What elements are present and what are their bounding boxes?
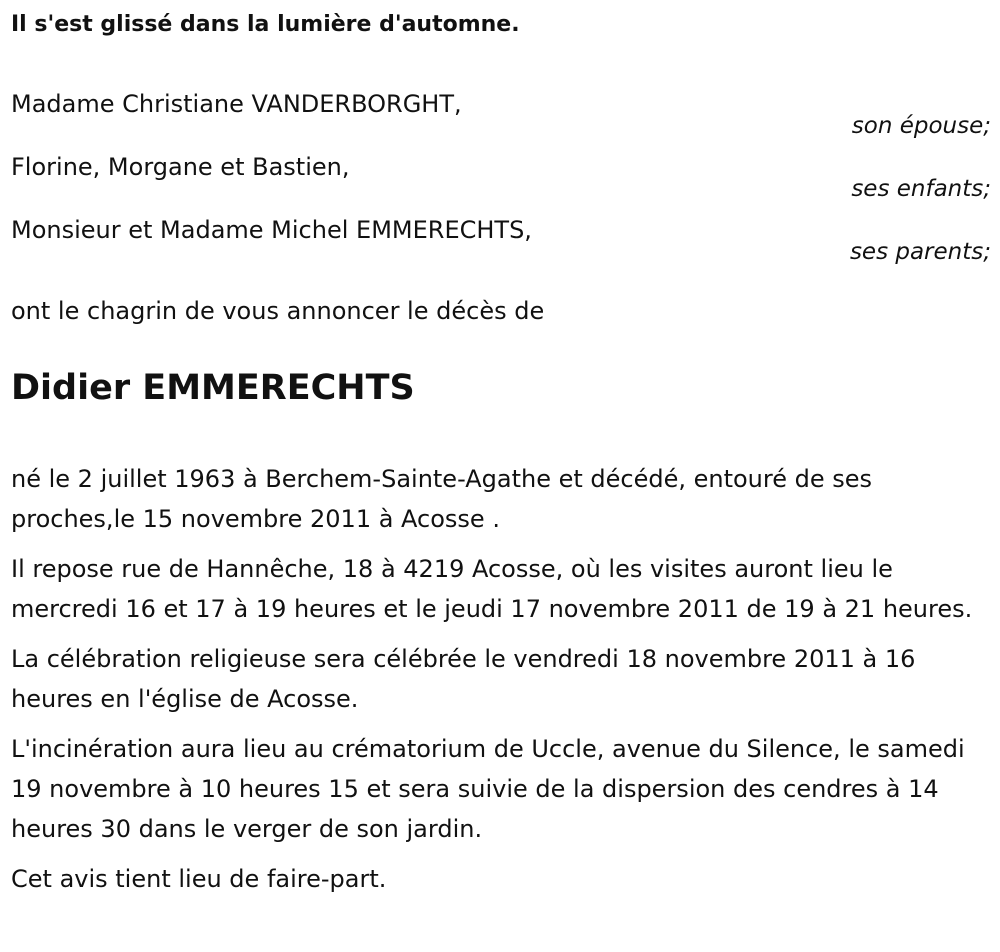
ceremony-paragraph: La célébration religieuse sera célébrée le vendredi 18 novembre 2011 à 16 heures en l'église de Acosse. bbox=[11, 645, 916, 713]
epigraph: Il s'est glissé dans la lumière d'automne. bbox=[11, 12, 520, 37]
family-member-parents bbox=[11, 216, 991, 272]
birth-death-paragraph: né le 2 juillet 1963 à Berchem-Sainte-Agathe et décédé, entouré de ses proches,le 15 novembre 2011 à Acosse . bbox=[11, 465, 873, 533]
cremation-paragraph: L'incinération aura lieu au crématorium de Uccle, avenue du Silence, le samedi 19 novembre à 10 heures 15 et sera suivie de la dispersion des cendres à 14 heures 30 dans le verger de son jardin. bbox=[11, 735, 965, 843]
family-member-relation: ses parents; bbox=[849, 239, 991, 265]
family-member-children bbox=[11, 153, 991, 209]
family-member-name: Monsieur et Madame Michel EMMERECHTS, bbox=[11, 216, 532, 244]
family-member-spouse bbox=[11, 90, 991, 146]
deceased-name: Didier EMMERECHTS bbox=[11, 368, 415, 408]
details-section bbox=[11, 459, 991, 909]
family-member-name: Florine, Morgane et Bastien, bbox=[11, 153, 350, 181]
family-member-relation: ses enfants; bbox=[851, 176, 991, 202]
family-member-name: Madame Christiane VANDERBORGHT, bbox=[11, 90, 462, 118]
visitation-paragraph: Il repose rue de Hannêche, 18 à 4219 Acosse, où les visites auront lieu le mercredi 16 et 17 à 19 heures et le jeudi 17 novembre 2011 de 19 à 21 heures. bbox=[11, 555, 973, 623]
family-member-relation: son épouse; bbox=[851, 113, 991, 139]
announcement: ont le chagrin de vous annoncer le décès de bbox=[11, 297, 545, 325]
closing-note: Cet avis tient lieu de faire-part. bbox=[11, 865, 387, 893]
